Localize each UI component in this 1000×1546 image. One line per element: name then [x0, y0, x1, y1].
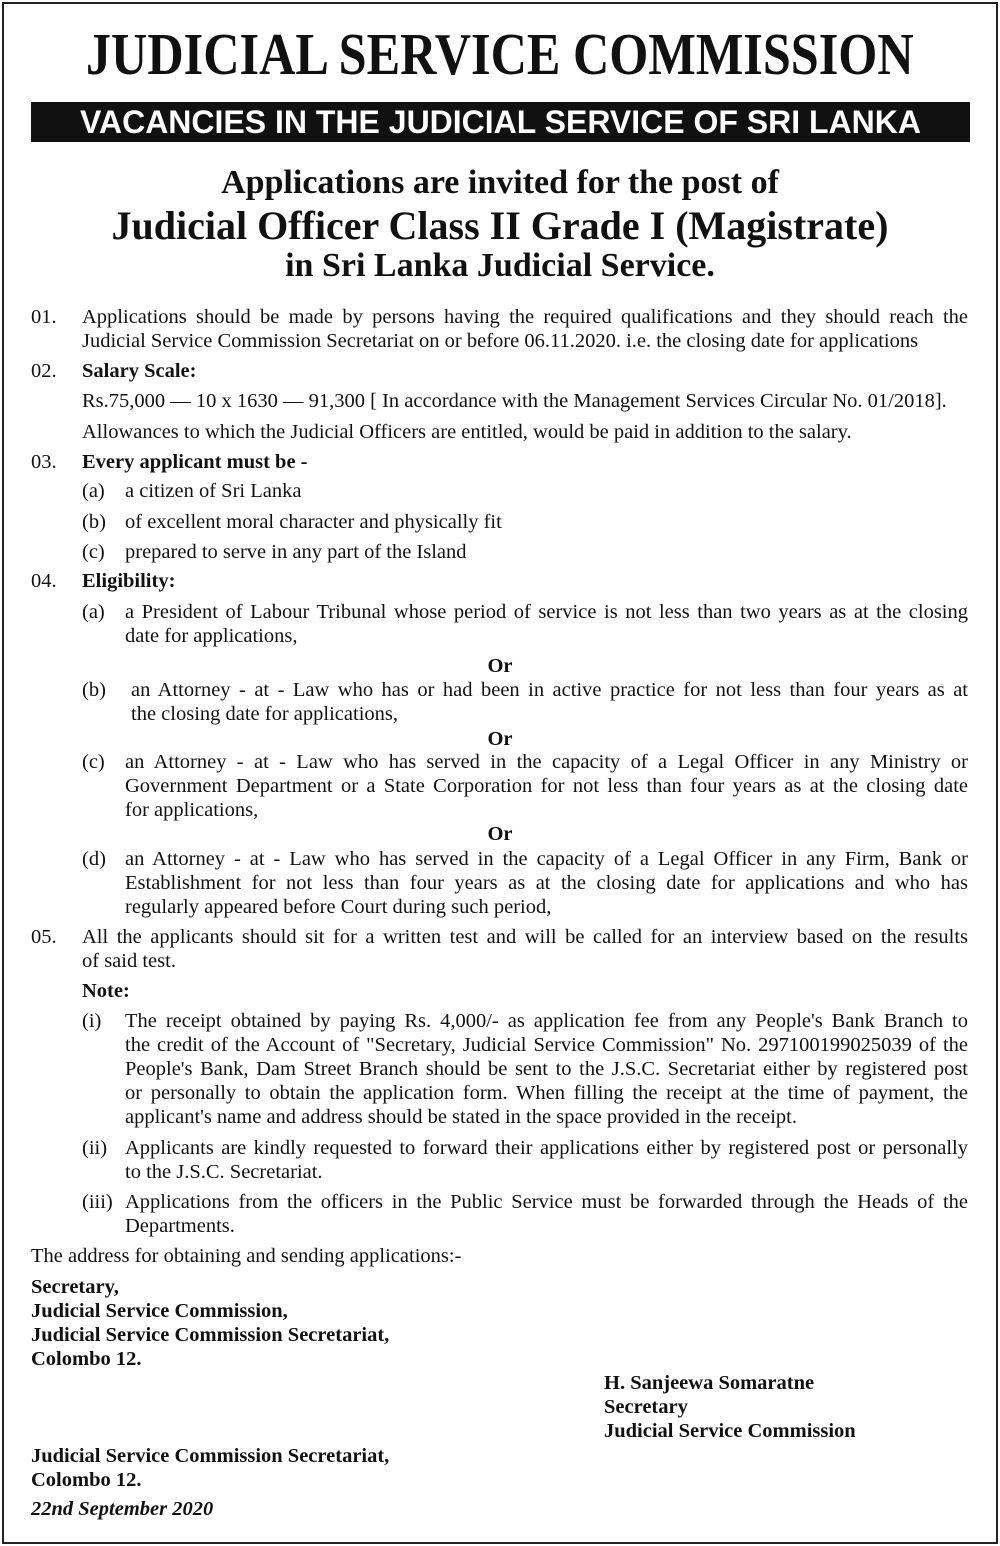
signatory-designation: Secretary — [604, 1396, 688, 1418]
signatory-name: H. Sanjeewa Somaratne — [604, 1372, 815, 1394]
item-label: (a) — [82, 601, 105, 623]
note-heading-row — [0, 979, 1000, 1003]
footer-office: Judicial Service Commission Secretariat, — [31, 1445, 390, 1467]
section-heading: Every applicant must be - — [82, 451, 308, 473]
text-line: Applications should be made by persons having the required qualifications and they should reach the — [82, 306, 968, 328]
text-line: Establishment for not less than four years as at the closing date for applications and who has — [125, 872, 968, 894]
title-text: JUDICIAL SERVICE COMMISSION — [86, 21, 914, 87]
section-number: 01. — [31, 306, 57, 328]
text-line: regularly appeared before Court during such period, — [125, 896, 552, 918]
text-line: for applications, — [125, 799, 259, 821]
section-01 — [0, 305, 1000, 352]
notice-date: 22nd September 2020 — [31, 1498, 214, 1520]
section-03 — [0, 450, 1000, 474]
or-text: Or — [487, 655, 513, 677]
item-text: of excellent moral character and physically fit — [125, 511, 502, 533]
section-04 — [0, 569, 1000, 593]
section-01-text — [82, 305, 968, 353]
or-separator — [0, 654, 1000, 678]
text-line: Departments. — [125, 1215, 235, 1237]
section-number: 02. — [31, 360, 57, 382]
text-line: People's Bank, Dam Street Branch should be sent to the J.S.C. Secretariat either by registered post — [125, 1058, 968, 1080]
address-intro: The address for obtaining and sending applications:- — [31, 1245, 462, 1267]
address-intro-row — [0, 1244, 1000, 1268]
item-label: (a) — [82, 480, 105, 502]
note-item — [0, 1009, 1000, 1128]
note-item — [0, 1136, 1000, 1183]
address-line: Colombo 12. — [31, 1348, 142, 1370]
section-02 — [0, 359, 1000, 383]
item-text — [131, 678, 968, 726]
note-text — [125, 1136, 968, 1184]
text-line: a President of Labour Tribunal whose period of service is not less than two years as at the closing — [125, 601, 968, 623]
text-line: Applications from the officers in the Public Service must be forwarded through the Heads of the — [125, 1191, 968, 1213]
or-separator — [0, 727, 1000, 751]
or-text: Or — [487, 728, 513, 750]
footer-lines — [31, 1444, 389, 1492]
requirement-item — [0, 510, 1000, 534]
invitation-line: Applications are invited for the post of — [221, 164, 779, 201]
signature-block — [0, 1371, 1000, 1442]
item-label: (b) — [82, 511, 106, 533]
item-text: prepared to serve in any part of the Island — [125, 541, 467, 563]
section-heading: Salary Scale: — [82, 360, 197, 382]
note-heading: Note: — [82, 980, 130, 1002]
requirement-item — [0, 540, 1000, 564]
signatory-organization: Judicial Service Commission — [604, 1420, 856, 1442]
address-line: Judicial Service Commission, — [31, 1300, 288, 1322]
footer-city: Colombo 12. — [31, 1469, 142, 1491]
date-row — [0, 1497, 1000, 1521]
address-line: Judicial Service Commission Secretariat, — [31, 1324, 390, 1346]
eligibility-item — [0, 750, 1000, 821]
note-text — [125, 1190, 968, 1238]
text-line: date for applications, — [125, 625, 298, 647]
text-line: applicant's name and address should be stated in the space provided in the receipt. — [125, 1106, 798, 1128]
vacancies-banner: VACANCIES IN THE JUDICIAL SERVICE OF SRI LANKA — [31, 102, 970, 142]
section-05-text — [82, 925, 968, 973]
text-line: an Attorney - at - Law who has or had been in active practice for not less than four years as at — [131, 679, 968, 701]
text-line: The receipt obtained by paying Rs. 4,000/- as application fee from any People's Bank Branch to — [125, 1010, 968, 1032]
service-line: in Sri Lanka Judicial Service. — [285, 247, 715, 284]
text-line: the closing date for applications, — [131, 703, 398, 725]
text-line: an Attorney - at - Law who has served in the capacity of a Legal Officer in any Firm, Bank or — [125, 848, 968, 870]
section-number: 05. — [31, 926, 57, 948]
footer-block — [0, 1444, 1000, 1491]
note-label: (i) — [82, 1010, 102, 1032]
text-line: Applicants are kindly requested to forward their applications either by registered post or personally — [125, 1137, 968, 1159]
item-text — [125, 847, 968, 919]
text-line: All the applicants should sit for a written test and will be called for an interview based on the results — [82, 926, 968, 948]
text-line: of said test. — [82, 950, 176, 972]
text-line: an Attorney - at - Law who has served in the capacity of a Legal Officer in any Ministry or — [125, 751, 968, 773]
allowances-row — [0, 420, 1000, 444]
notice-title — [0, 22, 1000, 102]
item-text — [125, 600, 968, 648]
or-separator — [0, 822, 1000, 846]
note-item — [0, 1190, 1000, 1237]
or-text: Or — [487, 823, 513, 845]
text-line: Judicial Service Commission Secretariat on or before 06.11.2020. i.e. the closing date for applications — [82, 330, 919, 352]
text-line: the credit of the Account of "Secretary, Judicial Service Commission" No. 297100199025039 of the — [125, 1034, 968, 1056]
salary-scale-text: Rs.75,000 — 10 x 1630 — 91,300 [ In accordance with the Management Services Circular No. 01/2018]. — [82, 390, 947, 412]
salary-scale-row — [0, 389, 1000, 413]
address-line: Secretary, — [31, 1276, 119, 1298]
text-line: Government Department or a State Corporation for not less than four years as at the closing date — [125, 775, 968, 797]
item-label: (b) — [82, 679, 106, 701]
item-label: (c) — [82, 541, 105, 563]
text-line: or personally to obtain the application form. When filling the receipt at the time of payment, the — [125, 1082, 968, 1104]
eligibility-item — [0, 600, 1000, 647]
note-label: (ii) — [82, 1137, 108, 1159]
item-text: a citizen of Sri Lanka — [125, 480, 302, 502]
note-text — [125, 1009, 968, 1129]
signature-lines — [604, 1371, 856, 1443]
item-label: (c) — [82, 751, 105, 773]
address-lines — [31, 1275, 389, 1371]
section-number: 03. — [31, 451, 57, 473]
text-line: to the J.S.C. Secretariat. — [125, 1161, 323, 1183]
eligibility-item — [0, 678, 1000, 725]
allowances-text: Allowances to which the Judicial Officers are entitled, would be paid in addition to the salary. — [82, 421, 852, 443]
item-text — [125, 750, 968, 822]
requirement-item — [0, 479, 1000, 503]
section-heading: Eligibility: — [82, 570, 176, 592]
post-title: Judicial Officer Class II Grade I (Magistrate) — [111, 203, 889, 248]
section-05 — [0, 925, 1000, 972]
item-label: (d) — [82, 848, 106, 870]
eligibility-item — [0, 847, 1000, 918]
address-block — [0, 1275, 1000, 1370]
note-label: (iii) — [82, 1191, 113, 1213]
section-number: 04. — [31, 570, 57, 592]
